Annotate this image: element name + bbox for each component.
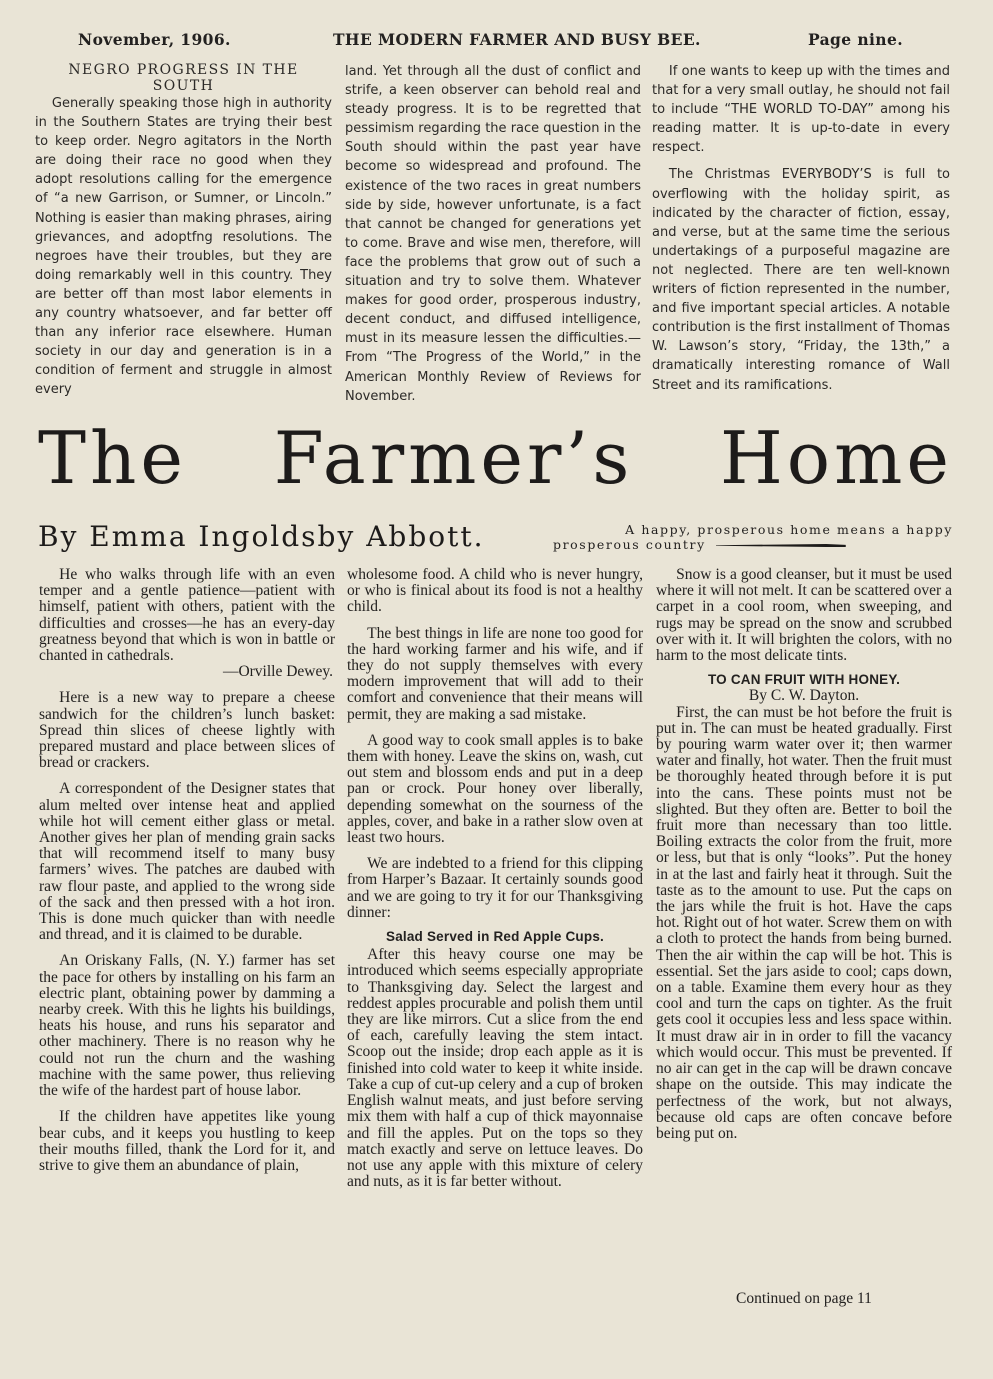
issue-date: November, 1906. [78, 30, 231, 49]
article-paragraph: An Oriskany Falls, (N. Y.) farmer has set the pace for others by installing on his farm an electric plant, obtaining power by damming a nearby creek. With this he lights his buildings, heats his house, and runs his separator and other machinery. There is no reason why he could not run the churn and the washing machine with the same power, thus relieving the wife of the hardest part of house labor. [39, 952, 335, 1100]
article-paragraph: A good way to cook small apples is to bake them with honey. Leave the skins on, wash, cut out stem and blossom ends and put in a deep pan or crock. Pour honey over liberally, depending somewhat on the sourness of the apples, cover, and bake in a rather slow oven at least two hours. [347, 731, 643, 847]
section-title: The Farmer’s Home [38, 416, 953, 500]
article-paragraph: We are indebted to a friend for this clipping from Harper’s Bazaar. It certainly sounds good and we are going to try it for our Thanksgiving dinner: [347, 855, 643, 921]
article-title: TO CAN FRUIT WITH HONEY. [707, 672, 901, 688]
article-paragraph: If one wants to keep up with the times and that for a very small outlay, he should not fail to include “THE WORLD TO-DAY” among his reading matter. It is up-to-date in every respect. [652, 64, 950, 156]
article-paragraph: A correspondent of the Designer states that alum melted over intense heat and applied while hot will cement either glass or metal. Another gives her plan of mending grain sacks that will recommend itself to many busy farmers’ wives. The patches are daubed with raw flour paste, and applied to the wrong side of the sack and then pressed with a hot iron. This is done much quicker than with needle and thread, and it is claimed to be durable. [39, 780, 335, 944]
motto-line-1: A happy, prosperous home means a happy [625, 522, 953, 537]
article-title: NEGRO PROGRESS IN THE SOUTH [68, 62, 299, 94]
article-text: First, the can must be hot before the fruit is put in. The can must be heated gradually. First by pouring warm water over it; then warmer water and finally, hot water. Then the fruit must be thoroughly heated through before it is put into the cans. These points must not be slighted. But they often are. Better to boil the fruit more than necessary than too little. Boiling extracts the color from the fruit, more or less, but that is only “looks”. Put the honey in at the last and fairly heat it through. Suit the taste as to the amount to use. Put the caps on the jars while the fruit is hot. Have the caps hot. Right out of hot water. Screw them on with a cloth to protect the hands from being burned. Then the air within the cap will be hot. This is essential. Set the jars aside to cool; caps down, on a table. Examine them every hour as they cool and turn the caps on tighter. As the fruit gets cool it occupies less and less space within. It must draw air in in order to fill the vacancy which would occur. This must be prevented. If no air can get in the cap will be drawn concave shape on the outside. This may indicate the perfectness of the work, but not always, because old caps are often concave before being put on. [656, 703, 952, 1142]
main-column-3 [656, 567, 952, 1142]
article-negro-progress-continued [345, 62, 641, 406]
section-byline: By Emma Ingoldsby Abbott. [38, 520, 485, 553]
article-negro-progress [35, 62, 332, 400]
article-paragraph: Here is a new way to prepare a cheese sandwich for the children’s lunch basket: Spread thin slices of cheese lightly with prepared mustard and place between slices of bread or crackers. [39, 689, 335, 772]
recipe-title: Salad Served in Red Apple Cups. [385, 929, 604, 945]
main-column-2 [347, 567, 643, 1190]
article-paragraph: If the children have appetites like young bear cubs, and it keeps you hustling to keep their mouths filled, thank the Lord for it, and strive to give them an abundance of plain, [39, 1108, 335, 1174]
decorative-rule [716, 544, 846, 547]
article-paragraph: The best things in life are none too good for the hard working farmer and his wife, and if they do not supply themselves with every modern improvement that will add to their comfort and convenience that their means will permit, they are making a sad mistake. [347, 624, 643, 723]
quote-author: —Orville Dewey. [222, 663, 333, 681]
main-column-1 [39, 567, 335, 1174]
continued-note: Continued on page 11 [736, 1290, 872, 1307]
publication-name: THE MODERN FARMER AND BUSY BEE. [333, 30, 701, 49]
article-paragraph: wholesome food. A child who is never hungry, or who is finical about its food is not a healthy child. [347, 566, 643, 616]
article-author: By C. W. Dayton. [748, 687, 860, 705]
article-paragraph: land. Yet through all the dust of conflict and strife, a keen observer can behold real and steady progress. It is to be regretted that pessimism regarding the race question in the South should within the past year have become so widespread and profound. The existence of the two races in great numbers side by side, however unfortunate, is a fact that cannot be changed for generations yet to come. Brave and wise men, therefore, will face the problems that grow out of such a situation and try to solve them. Whatever makes for good order, prosperous industry, decent conduct, and diffused intelligence, must in its measure lessen the difficulties.—From “The Progress of the World,” in the American Monthly Review of Reviews for November. [345, 64, 641, 404]
article-paragraph: The Christmas EVERYBODY’S is full to overflowing with the holiday spirit, as indicated by the character of fiction, essay, and verse, but at the same time the serious undertakings of a purposeful magazine are not neglected. There are ten well-known writers of fiction represented in the number, and five important special articles. A notable contribution is the first installment of Thomas W. Lawson’s story, “Friday, the 13th,” a dramatically interesting romance of Wall Street and its ramifications. [652, 167, 950, 393]
recipe-text: After this heavy course one may be introduced which seems especially appropriate to Thanksgiving day. Select the largest and reddest apples procurable and polish them until they are like mirrors. Cut a slice from the end of each, carefully leaving the stem intact. Scoop out the inside; drop each apple as it is finished into cold water to keep it white inside. Take a cup of cut-up celery and a cup of broken English walnut meats, and just before serving mix them with half a cup of thick mayonnaise and fill the apples. Put on the tops so they match exactly and serve on lettuce leaves. Do not use any apple with this mixture of celery and nuts, as it is far better without. [347, 946, 643, 1191]
article-paragraph: Generally speaking those high in authority in the Southern States are trying their best to keep order. Negro agitators in the North are doing their race no good when they adopt resolutions calling for the emergence of “a new Garrison, or Sumner, or Lincoln.” Nothing is easier than making phrases, airing grievances, and adoptfng resolutions. The negroes have their troubles, but they are doing remarkably well in this country. They are better off than most labor elements in any country whatsoever, and far better off than any inferior race elsewhere. Human society in our day and generation is in a condition of ferment and struggle in almost every [35, 96, 332, 398]
motto-line-2: prosperous country [553, 537, 706, 552]
quote-text: He who walks through life with an even temper and a gentle patience—patient with himself, patient with others, patient with the difficulties and crosses—he has an every-day greatness beyond that which is won in battle or chanted in cathedrals. [39, 566, 335, 665]
magazine-notes [652, 62, 950, 395]
page-number: Page nine. [807, 30, 903, 49]
article-paragraph: Snow is a good cleanser, but it must be used where it will not melt. It can be scattered over a carpet in a cool room, when sweeping, and rugs may be spread on the snow and scrubbed over with it. It will brighten the colors, with no harm to the most delicate tints. [656, 566, 952, 665]
section-motto [553, 522, 953, 552]
page-header [78, 30, 903, 54]
